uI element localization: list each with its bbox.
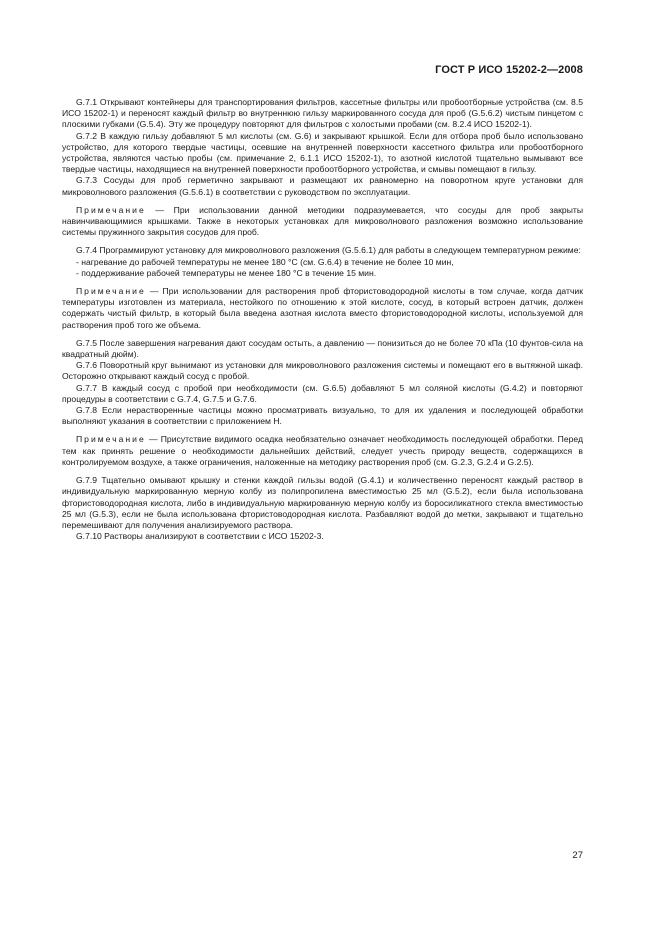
paragraph-g-7-7: G.7.7 В каждый сосуд с пробой при необходимости (см. G.6.5) добавляют 5 мл соляной кислоты (G.4.2) и повторяют процедуры в соответствии с G.7.4, G.7.5 и G.7.6.	[62, 382, 583, 404]
document-body	[62, 97, 583, 542]
note-3-text: — Присутствие видимого осадка необязательно означает необходимость последующей обработки. Перед тем как принять решение о необходимости дальнейших действий, следует учесть природу веществ, содержащихся в контролируемом воздухе, а также ограничения, наложенные на методику растворения проб (см. G.2.3, G.2.4 и G.2.5).	[62, 434, 583, 467]
paragraph-g-7-10: G.7.10 Растворы анализируют в соответствии с ИСО 15202-3.	[76, 531, 324, 542]
note-1-label: Примечание	[76, 204, 146, 215]
note-1-text: — При использовании данной методики подразумевается, что сосуды для проб закрыты навинчивающимися крышками. Также в некоторых установках для микроволнового разложения возможно использование системы пружинного закрытия сосудов для проб.	[62, 204, 583, 238]
paragraph-g-7-4: G.7.4 Программируют установку для микроволнового разложения (G.5.6.1) для работы в следующем температурном режиме:	[76, 245, 581, 256]
paragraph-g-7-5: G.7.5 После завершения нагревания дают сосудам остыть, а давлению — понизиться до не более 70 кПа (10 фунтов-сила на квадратный дюйм).	[62, 337, 583, 360]
page-number: 27	[572, 850, 583, 861]
paragraph-g-7-6: G.7.6 Поворотный круг вынимают из установки для микроволнового разложения системы и помещают его в вытяжной шкаф. Осторожно открывают каждый сосуд с пробой.	[62, 360, 583, 382]
document-header: ГОСТ Р ИСО 15202-2—2008	[435, 64, 583, 76]
list-item-heating: - нагревание до рабочей температуры не менее 180 °С (см. G.6.4) в течение не более 10 мин,	[76, 256, 454, 267]
note-3	[62, 434, 583, 468]
paragraph-g-7-1: G.7.1 Открывают контейнеры для транспортирования фильтров, кассетные фильтры или пробоотборные устройства (см. 8.5 ИСО 15202-1) и переносят каждый фильтр во внутреннюю гильзу маркированного сосуда для проб (G.5.6.2) чистым пинцетом с плоскими губками (G.5.4). Эту же процедуру повторяют для фильтров с холостыми пробами (см. 8.2.4 ИСО 15202-1).	[62, 97, 583, 130]
note-2	[62, 286, 583, 331]
note-1	[62, 205, 583, 239]
list-item-holding: - поддерживание рабочей температуры не менее 180 °С в течение 15 мин.	[76, 267, 377, 278]
note-3-label: Примечание	[76, 434, 146, 445]
paragraph-g-7-8: G.7.8 Если нерастворенные частицы можно просматривать визуально, то для их удаления и последующей обработки выполняют указания в соответствии с приложением Н.	[62, 405, 583, 427]
note-2-label: Примечание	[76, 286, 146, 297]
paragraph-g-7-2: G.7.2 В каждую гильзу добавляют 5 мл кислоты (см. G.6) и закрывают крышкой. Если для отбора проб было использовано устройство, для которого твердые частицы, осевшие на внутренней поверхности кассетного фильтра или пробоотборного устройства, являются частью пробы (см. примечание 2, 6.1.1 ИСО 15202-1), то азотной кислотой тщательно вымывают все твердые частицы, находящиеся на внутренней поверхности пробоотборного устройства, и смывы помещают в гильзу.	[62, 130, 583, 175]
paragraph-g-7-9: G.7.9 Тщательно омывают крышку и стенки каждой гильзы водой (G.4.1) и количественно переносят каждый раствор в индивидуальную маркированную мерную колбу из полипропилена вместимостью 25 мл (G.5.2), если была использована фтористоводородная кислота, либо в индивидуальную маркированную мерную колбу из боросиликатного стекла вместимостью 25 мл (G.5.3), если не была использована фтористоводородная кислота. Разбавляют водой до метки, закрывают и тщательно перемешивают для получения анализируемого раствора.	[62, 475, 583, 530]
note-2-text: — При использовании для растворения проб фтористоводородной кислоты в том случае, когда датчик температуры изготовлен из материала, нестойкого по отношению к этой кислоте, сосуд, в который встроен датчик, должен содержать чистый фильтр, в который была введена азотная кислота вместо фтористоводородной кислоты, используемой для растворения проб того же объема.	[62, 286, 583, 330]
paragraph-g-7-3: G.7.3 Сосуды для проб герметично закрывают и размещают их равномерно на поворотном круге установки для микроволнового разложения (G.5.6.1) в соответствии с руководством по эксплуатации.	[62, 175, 583, 197]
